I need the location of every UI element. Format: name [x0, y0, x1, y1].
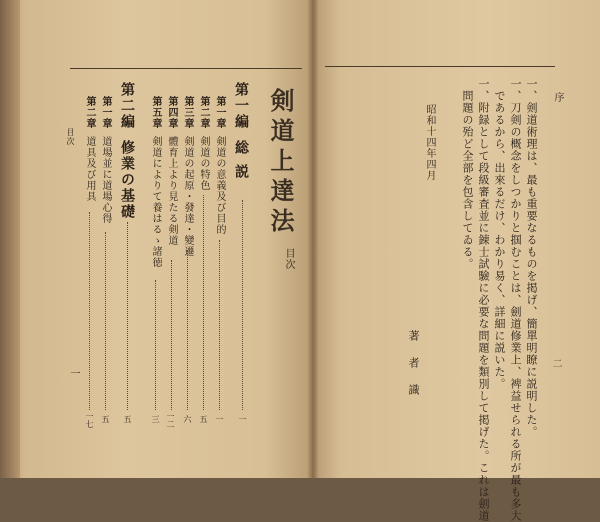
footer-number: 一: [68, 368, 79, 379]
right-page: [312, 0, 600, 478]
preface-author: 著者識: [407, 330, 420, 411]
preface-item-1: 一、剣道術理は、最も重要なるものを掲げ、簡單明瞭に説明した。: [525, 78, 538, 438]
preface-item-3-cont: 問題の殆ど全部を包含してゐる。: [461, 78, 474, 270]
ch1-3-page: 六: [183, 415, 192, 423]
top-rule-right: [325, 66, 555, 67]
ch2-1-leader: [105, 232, 106, 410]
preface-item-3: 一、附録として段級審査並に錬士試驗に必要な問題を類別して掲げた。これは劍道: [477, 78, 490, 522]
ch2-1-title: 道場並に道場心得: [100, 136, 111, 224]
ch1-4-page: 一二: [166, 412, 175, 428]
ch1-2-label: 第二章: [198, 96, 209, 129]
part1-title: 総説: [233, 140, 249, 188]
preface-date: 昭和十四年四月: [424, 104, 435, 181]
part1-leader: [242, 200, 243, 410]
gutter: [307, 0, 319, 478]
ch1-5-page: 三: [151, 415, 160, 423]
ch1-5-title: 剣道によりて養はるゝ諸徳: [150, 136, 161, 268]
ch1-4-title: 體育上より見たる剣道: [166, 136, 177, 246]
top-rule-left: [70, 68, 302, 69]
ch2-2-label: 第二章: [84, 96, 95, 129]
preface-item-2-cont: であるから、出來るだけ、わかり易く、詳細に説いた。: [493, 78, 506, 390]
ch1-5-label: 第五章: [150, 96, 161, 129]
part2-label: 第二編: [119, 82, 135, 130]
ch1-4-label: 第四章: [166, 96, 177, 129]
ch1-5-leader: [155, 280, 156, 410]
ch2-2-title: 道具及び用具: [84, 136, 95, 202]
ch1-1-leader: [219, 240, 220, 410]
ch2-2-page: 一七: [85, 412, 94, 428]
ch2-1-page: 五: [101, 415, 110, 423]
preface-heading: 序: [552, 92, 563, 103]
contents-label: 目次: [283, 248, 294, 270]
part1-label: 第一編: [233, 82, 249, 130]
ch1-2-leader: [203, 195, 204, 410]
ch1-2-page: 五: [199, 415, 208, 423]
ch1-2-title: 剣道の特色: [198, 136, 209, 191]
ch1-1-page: 一: [215, 415, 224, 423]
ch1-3-leader: [187, 250, 188, 410]
footer-contents-label: 目次: [66, 128, 75, 146]
part2-title: 修業の基礎: [119, 140, 135, 220]
part1-page: 一: [238, 415, 247, 423]
part2-page: 五: [123, 415, 132, 423]
ch1-1-title: 剣道の意義及び目的: [214, 136, 225, 235]
ch1-1-label: 第一章: [214, 96, 225, 129]
ch1-3-label: 第三章: [182, 96, 193, 129]
book-title: 剣道上達法: [266, 88, 295, 238]
ch2-2-leader: [89, 212, 90, 410]
ch1-3-title: 剣道の起原・發達・變遷: [182, 136, 193, 257]
ch2-1-label: 第一章: [100, 96, 111, 129]
part2-leader: [127, 222, 128, 410]
ch1-4-leader: [171, 260, 172, 410]
preface-item-2: 一、刀剣の概念をしつかりと掴むことは、劍道修業上、裨益せられる所が最も多大: [509, 78, 522, 522]
right-page-number: 二: [550, 358, 561, 369]
book-edge: [0, 0, 20, 478]
